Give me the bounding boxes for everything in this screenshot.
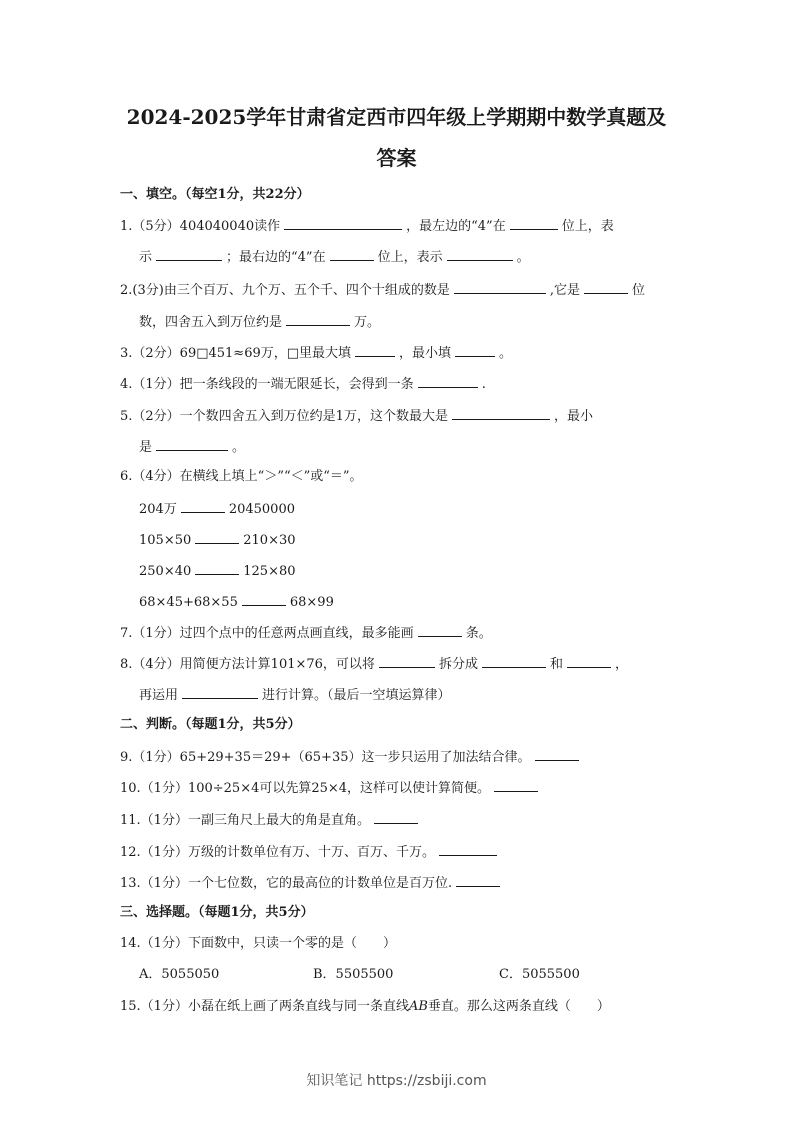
text: 210×30 — [243, 533, 296, 548]
text: 再运用 — [139, 688, 179, 703]
answer-blank[interactable] — [584, 280, 628, 294]
text: ，最左边的“4”在 — [406, 219, 506, 234]
answer-blank[interactable] — [482, 654, 546, 668]
text: 是 — [139, 440, 153, 455]
question-15 — [120, 998, 610, 1016]
text: 5.（2分）一个数四舍五入到万位约是1万，这个数最大是 — [120, 409, 448, 424]
compare-item-3 — [139, 561, 296, 581]
answer-blank[interactable] — [374, 810, 418, 824]
question-13 — [120, 873, 504, 893]
text: 68×99 — [289, 595, 334, 610]
option-c[interactable]: C．5055500 — [499, 967, 580, 982]
question-2-line2 — [139, 312, 380, 332]
answer-blank[interactable] — [535, 747, 579, 761]
text: . — [481, 377, 486, 392]
text: 7.（1分）过四个点中的任意两点画直线，最多能画 — [120, 626, 414, 641]
question-8-line2 — [139, 685, 451, 705]
text: 进行计算。（最后一空填运算律） — [262, 688, 451, 703]
question-5-line1 — [120, 406, 593, 426]
answer-blank[interactable] — [510, 216, 558, 230]
answer-blank[interactable] — [181, 499, 225, 513]
answer-blank[interactable] — [242, 592, 286, 606]
question-9 — [120, 747, 583, 767]
option-b[interactable]: B．5505500 — [313, 967, 394, 982]
question-12 — [120, 842, 501, 862]
text: 。 — [516, 250, 530, 265]
question-2-line1 — [120, 280, 645, 300]
answer-blank[interactable] — [182, 685, 258, 699]
text: 105×50 — [139, 533, 192, 548]
text: 。 — [232, 440, 246, 455]
question-11 — [120, 810, 422, 830]
answer-blank[interactable] — [286, 312, 350, 326]
text: 15.（1分）小磊在纸上画了两条直线与同一条直线 — [120, 999, 409, 1014]
text: 和 — [549, 657, 563, 672]
text: 11.（1分）一副三角尺上最大的角是直角。 — [120, 813, 370, 828]
text: ，最小填 — [399, 346, 452, 361]
text: 250×40 — [139, 564, 192, 579]
answer-blank[interactable] — [455, 343, 495, 357]
answer-blank[interactable] — [456, 873, 500, 887]
answer-blank[interactable] — [195, 561, 239, 575]
answer-blank[interactable] — [494, 778, 538, 792]
text: 。 — [499, 346, 513, 361]
answer-blank[interactable] — [418, 623, 462, 637]
text: 8.（4分）用简便方法计算101×76，可以将 — [120, 657, 375, 672]
compare-item-2 — [139, 530, 296, 550]
question-7 — [120, 623, 492, 643]
section-heading-fill: 一、填空。（每空1分，共22分） — [120, 187, 310, 202]
question-4 — [120, 374, 486, 394]
text: 20450000 — [228, 502, 295, 517]
answer-blank[interactable] — [355, 343, 395, 357]
compare-item-1 — [139, 499, 295, 519]
text: 位 — [631, 283, 645, 298]
text: ,它是 — [549, 283, 580, 298]
option-a[interactable]: A．5055050 — [139, 967, 220, 982]
answer-blank[interactable] — [418, 374, 478, 388]
text: 204万 — [139, 502, 177, 517]
text: 9.（1分）65+29+35＝29+（65+35）这一步只运用了加法结合律。 — [120, 750, 531, 765]
page-title-line2: 答案 — [376, 146, 417, 170]
text: 示 — [139, 250, 153, 265]
line-ab-label: AB — [408, 999, 428, 1014]
compare-item-4 — [139, 592, 334, 612]
answer-blank[interactable] — [156, 437, 228, 451]
text: 125×80 — [243, 564, 296, 579]
question-14: 14.（1分）下面数中，只读一个零的是（ ） — [120, 936, 396, 951]
question-1-line2 — [139, 247, 530, 267]
question-10 — [120, 778, 542, 798]
answer-blank[interactable] — [330, 247, 374, 261]
text: ；最右边的“4”在 — [226, 250, 326, 265]
text: 条。 — [465, 626, 492, 641]
text: 12.（1分）万级的计数单位有万、十万、百万、千万。 — [120, 845, 435, 860]
question-1-line1 — [120, 216, 614, 236]
answer-blank[interactable] — [454, 280, 546, 294]
section-heading-choice: 三、选择题。（每题1分，共5分） — [120, 905, 314, 920]
text: 位上，表示 — [377, 250, 443, 265]
text: ， — [614, 657, 628, 672]
text: 10.（1分）100÷25×4可以先算25×4，这样可以使计算简便。 — [120, 781, 491, 796]
text: 万。 — [354, 315, 381, 330]
text: 位上，表 — [561, 219, 614, 234]
answer-blank[interactable] — [195, 530, 239, 544]
text: 68×45+68×55 — [139, 595, 238, 610]
footer-watermark[interactable]: 知识笔记 https://zsbiji.com — [306, 1073, 487, 1089]
question-3 — [120, 343, 512, 363]
answer-blank[interactable] — [447, 247, 513, 261]
text: 2.(3分)由三个百万、九个万、五个千、四个十组成的数是 — [120, 283, 450, 298]
text: 拆分成 — [438, 657, 478, 672]
text: 1.（5分）404040040读作 — [120, 219, 281, 234]
text: 数，四舍五入到万位约是 — [139, 315, 283, 330]
question-8-line1 — [120, 654, 628, 674]
text: 13.（1分）一个七位数，它的最高位的计数单位是百万位. — [120, 876, 453, 891]
answer-blank[interactable] — [452, 406, 550, 420]
text: 3.（2分）69□451≈69万，□里最大填 — [120, 346, 352, 361]
question-5-line2 — [139, 437, 245, 457]
text: 垂直。那么这两条直线（ ） — [427, 999, 610, 1014]
text: ，最小 — [553, 409, 593, 424]
answer-blank[interactable] — [439, 842, 497, 856]
answer-blank[interactable] — [156, 247, 222, 261]
answer-blank[interactable] — [284, 216, 402, 230]
answer-blank[interactable] — [567, 654, 611, 668]
section-heading-judge: 二、判断。（每题1分，共5分） — [120, 717, 301, 732]
text: 4.（1分）把一条线段的一端无限延长，会得到一条 — [120, 377, 414, 392]
answer-blank[interactable] — [379, 654, 435, 668]
question-6: 6.（4分）在横线上填上“＞”“＜”或“＝”。 — [120, 469, 363, 484]
page-title-line1: 2024-2025学年甘肃省定西市四年级上学期期中数学真题及 — [126, 105, 667, 129]
